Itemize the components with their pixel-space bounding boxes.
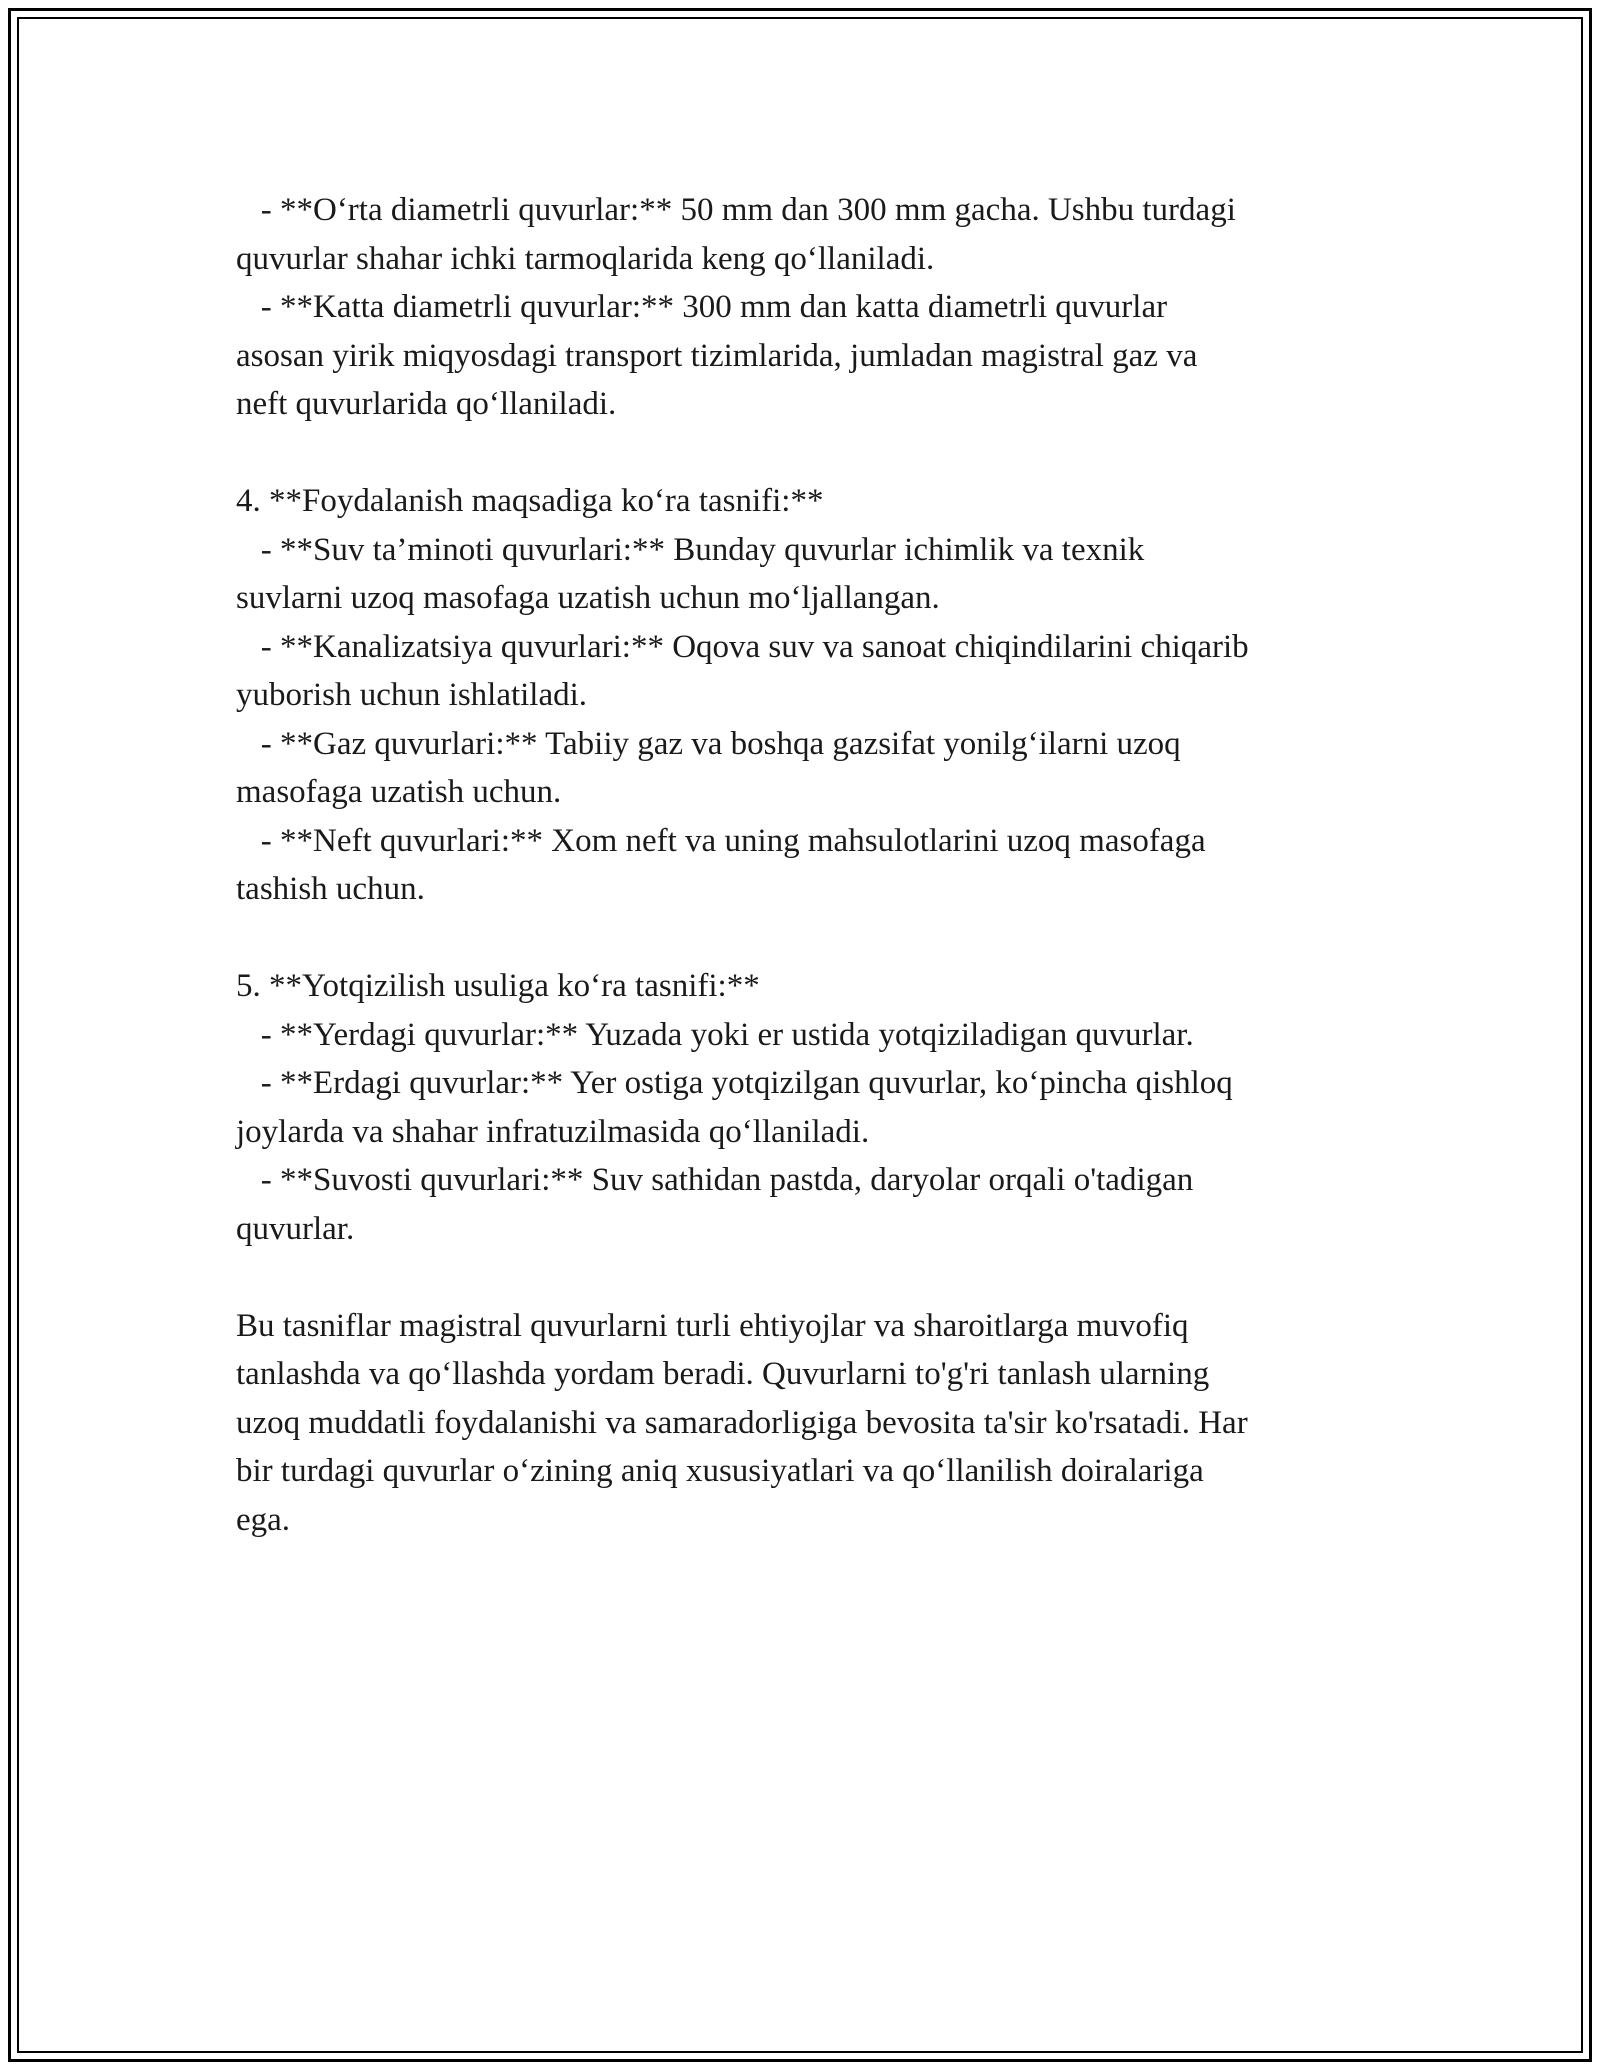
conclusion-paragraph bbox=[236, 1302, 1376, 1545]
text-line: quvurlar. bbox=[236, 1210, 355, 1247]
text-line: neft quvurlarida qo‘llaniladi. bbox=[236, 386, 617, 422]
text-line: asosan yirik miqyosdagi transport tizimlarida, jumladan magistral gaz va bbox=[236, 337, 1198, 374]
document-body bbox=[236, 186, 1376, 1544]
text-line: - **Gaz quvurlari:** Tabiiy gaz va boshqa gazsifat yonilg‘ilarni uzoq bbox=[236, 725, 1181, 762]
section-heading: 5. **Yotqizilish usuliga ko‘ra tasnifi:** bbox=[236, 968, 760, 1004]
purpose-classification-section bbox=[236, 477, 1376, 914]
text-line: - **Suvosti quvurlari:** Suv sathidan pastda, daryolar orqali o'tadigan bbox=[236, 1162, 1194, 1198]
text-line: ega. bbox=[236, 1501, 291, 1538]
laying-method-section bbox=[236, 962, 1376, 1253]
blank-line bbox=[236, 914, 1376, 963]
text-line: joylarda va shahar infratuzilmasida qo‘llaniladi. bbox=[236, 1113, 870, 1150]
text-line: suvlarni uzoq masofaga uzatish uchun mo‘ljallangan. bbox=[236, 580, 940, 616]
text-line: Bu tasniflar magistral quvurlarni turli ehtiyojlar va sharoitlarga muvofiq bbox=[236, 1307, 1189, 1344]
blank-line bbox=[236, 429, 1376, 478]
text-line: masofaga uzatish uchun. bbox=[236, 774, 562, 810]
text-line: quvurlar shahar ichki tarmoqlarida keng qo‘llaniladi. bbox=[236, 240, 935, 277]
text-line: - **Katta diametrli quvurlar:** 300 mm dan katta diametrli quvurlar bbox=[236, 289, 1168, 325]
text-line: - **Yerdagi quvurlar:** Yuzada yoki er ustida yotqiziladigan quvurlar. bbox=[236, 1016, 1194, 1053]
text-line: - **Erdagi quvurlar:** Yer ostiga yotqizilgan quvurlar, ko‘pincha qishloq bbox=[236, 1065, 1233, 1101]
text-line: tanlashda va qo‘llashda yordam beradi. Quvurlarni to'g'ri tanlash ularning bbox=[236, 1356, 1210, 1392]
text-line: yuborish uchun ishlatiladi. bbox=[236, 677, 588, 713]
blank-line bbox=[236, 1253, 1376, 1302]
text-line: - **Suv ta’minoti quvurlari:** Bunday quvurlar ichimlik va texnik bbox=[236, 531, 1145, 568]
pipe-diameter-section bbox=[236, 186, 1376, 429]
text-line: bir turdagi quvurlar o‘zining aniq xususiyatlari va qo‘llanilish doiralariga bbox=[236, 1453, 1204, 1489]
text-line: tashish uchun. bbox=[236, 871, 425, 907]
text-line: - **Neft quvurlari:** Xom neft va uning mahsulotlarini uzoq masofaga bbox=[236, 822, 1206, 859]
text-line: uzoq muddatli foydalanishi va samaradorligiga bevosita ta'sir ko'rsatadi. Har bbox=[236, 1404, 1248, 1441]
text-line: - **Kanalizatsiya quvurlari:** Oqova suv va sanoat chiqindilarini chiqarib bbox=[236, 628, 1249, 665]
section-heading: 4. **Foydalanish maqsadiga ko‘ra tasnifi:** bbox=[236, 483, 824, 519]
text-line: - **O‘rta diametrli quvurlar:** 50 mm dan 300 mm gacha. Ushbu turdagi bbox=[236, 192, 1236, 228]
